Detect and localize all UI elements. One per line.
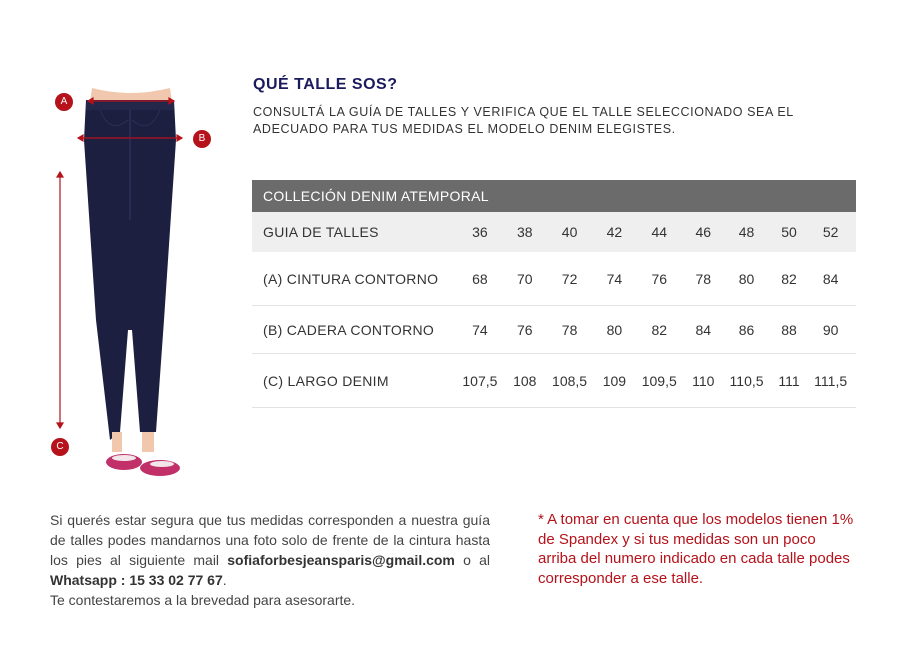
table-cell: 46 — [686, 212, 720, 252]
table-cell: 50 — [773, 212, 806, 252]
table-cell: 84 — [805, 252, 856, 306]
table-cell: 80 — [720, 252, 772, 306]
table-cell: 72 — [543, 252, 597, 306]
table-cell: 80 — [596, 306, 632, 354]
table-cell: 76 — [507, 306, 543, 354]
table-cell: 82 — [632, 306, 686, 354]
contact-whatsapp-link[interactable]: Whatsapp : 15 33 02 77 67 — [50, 572, 223, 588]
marker-b-icon: B — [193, 130, 211, 148]
table-row — [252, 306, 856, 354]
table-cell: 44 — [632, 212, 686, 252]
contact-text: Si querés estar segura que tus medidas corresponden a nuestra guía de talles podes mandarnos una foto solo de frente de la cintura hasta los pies al siguiente mail — [50, 512, 490, 568]
size-table — [252, 212, 856, 408]
table-cell: 108 — [507, 354, 543, 408]
table-cell: 78 — [686, 252, 720, 306]
contact-text: . — [222, 572, 227, 588]
table-cell: 82 — [773, 252, 806, 306]
spandex-note: * A tomar en cuenta que los modelos tienen 1% de Spandex y si tus medidas son un poco arriba del numero indicado en cada talle podes corresponder a ese talle. — [538, 511, 854, 587]
row-label: GUIA DE TALLES — [252, 212, 453, 252]
table-cell: 90 — [805, 306, 856, 354]
table-cell: 68 — [453, 252, 507, 306]
table-cell: 74 — [596, 252, 632, 306]
table-cell: 111,5 — [805, 354, 856, 408]
marker-c-icon: C — [51, 438, 69, 456]
table-row — [252, 354, 856, 408]
contact-text: o al — [454, 552, 490, 568]
contact-paragraph — [50, 510, 490, 610]
table-cell: 88 — [773, 306, 806, 354]
table-cell: 36 — [453, 212, 507, 252]
page-title: QUÉ TALLE SOS? — [253, 76, 398, 93]
table-cell: 110,5 — [720, 354, 772, 408]
table-cell: 38 — [507, 212, 543, 252]
table-cell: 40 — [543, 212, 597, 252]
table-row — [252, 252, 856, 306]
table-cell: 108,5 — [543, 354, 597, 408]
table-cell: 48 — [720, 212, 772, 252]
table-row — [252, 212, 856, 252]
table-cell: 110 — [686, 354, 720, 408]
contact-closing-text: Te contestaremos a la brevedad para asesorarte. — [50, 592, 356, 608]
table-cell: 109,5 — [632, 354, 686, 408]
table-cell: 76 — [632, 252, 686, 306]
table-cell: 74 — [453, 306, 507, 354]
size-table-header: COLLECIÓN DENIM ATEMPORAL — [252, 180, 856, 212]
row-label: (A) CINTURA CONTORNO — [252, 252, 453, 306]
table-cell: 70 — [507, 252, 543, 306]
table-cell: 109 — [596, 354, 632, 408]
table-cell: 107,5 — [453, 354, 507, 408]
page-subtitle: CONSULTÁ LA GUÍA DE TALLES Y VERIFICA QUE EL TALLE SELECCIONADO SEA EL ADECUADO PARA TUS MEDIDAS EL MODELO DENIM ELEGISTES. — [253, 105, 794, 136]
jeans-model-figure — [40, 80, 230, 490]
contact-email-link[interactable]: sofiaforbesjeansparis@gmail.com — [227, 552, 455, 568]
table-cell: 42 — [596, 212, 632, 252]
table-cell: 78 — [543, 306, 597, 354]
row-label: (C) LARGO DENIM — [252, 354, 453, 408]
table-cell: 52 — [805, 212, 856, 252]
marker-a-icon: A — [55, 93, 73, 111]
table-cell: 86 — [720, 306, 772, 354]
row-label: (B) CADERA CONTORNO — [252, 306, 453, 354]
table-cell: 84 — [686, 306, 720, 354]
table-cell: 111 — [773, 354, 806, 408]
